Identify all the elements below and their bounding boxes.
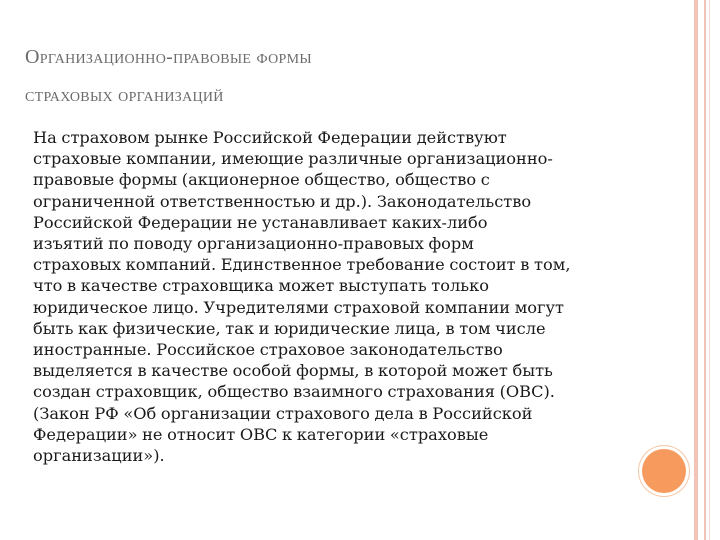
slide-body-text	[25, 127, 697, 466]
slide-title	[25, 38, 665, 114]
body-line: организации»).	[33, 446, 165, 466]
decorative-right-border	[694, 0, 720, 540]
slide-title-line-2: страховых организаций	[25, 84, 224, 106]
body-line: юридическое лицо. Учредителями страховой компании могут	[33, 297, 565, 317]
orange-circle-icon	[642, 449, 686, 493]
body-line: Федерации» не относит ОВС к категории «страховые	[33, 424, 489, 444]
body-line: изъятий по поводу организационно-правовых форм	[33, 234, 474, 254]
body-line: (Закон РФ «Об организации страхового дела в Российской	[33, 403, 533, 423]
body-line: правовые формы (акционерное общество, общество с	[33, 170, 490, 190]
body-line: На страховом рынке Российской Федерации действуют	[33, 128, 507, 147]
body-line: Российской Федерации не устанавливает каких-либо	[33, 212, 488, 232]
body-line: что в качестве страховщика может выступать только	[33, 276, 489, 296]
body-line: иностранные. Российское страховое законодательство	[33, 340, 503, 360]
body-line: быть как физические, так и юридические лица, в том числе	[33, 318, 546, 338]
body-line: создан страховщик, общество взаимного страхования (ОВС).	[33, 382, 555, 402]
body-line: страховых компаний. Единственное требование состоит в том,	[33, 255, 571, 275]
body-line: выделяется в качестве особой формы, в которой может быть	[33, 361, 553, 381]
slide-title-line-1: Организационно-правовые формы	[25, 46, 312, 68]
body-line: страховые компании, имеющие различные организационно-	[33, 149, 553, 169]
body-line: ограниченной ответственностью и др.). Законодательство	[33, 191, 532, 211]
